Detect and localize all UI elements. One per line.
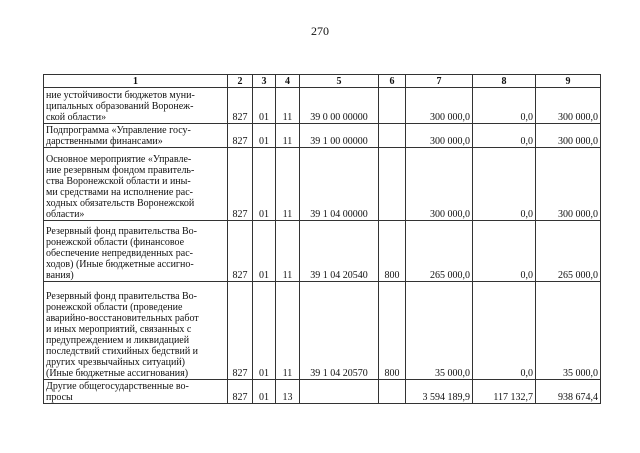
cell-amount-7: 35 000,0 — [406, 282, 473, 380]
column-header: 9 — [536, 75, 601, 88]
cell-subsection: 11 — [276, 124, 300, 148]
cell-ministry-code: 827 — [228, 124, 253, 148]
row-description: Подпрограмма «Управление госу- дарственными финансами» — [44, 124, 228, 148]
cell-subsection: 11 — [276, 221, 300, 282]
cell-amount-8: 0,0 — [473, 148, 536, 221]
page-number: 270 — [311, 24, 329, 38]
table-row — [44, 221, 601, 282]
table-row — [44, 124, 601, 148]
column-header: 8 — [473, 75, 536, 88]
cell-amount-8: 0,0 — [473, 282, 536, 380]
cell-amount-8: 117 132,7 — [473, 380, 536, 404]
row-description: Резервный фонд правительства Во- ронежской области (проведение аварийно-восстановительных работ и иных мероприятий, связанных с предупреждением и ликвидацией последствий стихийных бедствий и других чрезвычайных ситуаций) (Иные бюджетные ассигнования) — [44, 282, 228, 380]
column-header: 7 — [406, 75, 473, 88]
column-header: 2 — [228, 75, 253, 88]
cell-ministry-code: 827 — [228, 380, 253, 404]
table-row — [44, 88, 601, 124]
cell-section: 01 — [253, 148, 276, 221]
cell-subsection: 11 — [276, 88, 300, 124]
cell-amount-8: 0,0 — [473, 124, 536, 148]
cell-target-article: 39 0 00 00000 — [300, 88, 379, 124]
cell-section: 01 — [253, 221, 276, 282]
cell-section: 01 — [253, 380, 276, 404]
cell-amount-7: 3 594 189,9 — [406, 380, 473, 404]
cell-subsection: 11 — [276, 282, 300, 380]
cell-expense-type: 800 — [379, 282, 406, 380]
cell-expense-type — [379, 380, 406, 404]
table-row — [44, 282, 601, 380]
column-header: 3 — [253, 75, 276, 88]
column-header: 5 — [300, 75, 379, 88]
cell-expense-type — [379, 88, 406, 124]
cell-ministry-code: 827 — [228, 148, 253, 221]
cell-amount-9: 300 000,0 — [536, 124, 601, 148]
cell-ministry-code: 827 — [228, 282, 253, 380]
table-row — [44, 148, 601, 221]
cell-expense-type — [379, 148, 406, 221]
cell-target-article: 39 1 04 20540 — [300, 221, 379, 282]
cell-section: 01 — [253, 282, 276, 380]
budget-table — [43, 74, 601, 404]
cell-amount-8: 0,0 — [473, 88, 536, 124]
cell-amount-7: 300 000,0 — [406, 88, 473, 124]
cell-section: 01 — [253, 88, 276, 124]
row-description: Основное мероприятие «Управле- ние резервным фондом правитель- ства Воронежской области и ины- ми средствами на исполнение рас- ходных обязательств Воронежской области» — [44, 148, 228, 221]
cell-expense-type — [379, 124, 406, 148]
cell-subsection: 11 — [276, 148, 300, 221]
cell-amount-7: 300 000,0 — [406, 124, 473, 148]
cell-amount-9: 300 000,0 — [536, 88, 601, 124]
cell-ministry-code: 827 — [228, 221, 253, 282]
cell-subsection: 13 — [276, 380, 300, 404]
cell-target-article — [300, 380, 379, 404]
row-description: Другие общегосударственные во- просы — [44, 380, 228, 404]
cell-amount-7: 265 000,0 — [406, 221, 473, 282]
cell-section: 01 — [253, 124, 276, 148]
cell-amount-9: 35 000,0 — [536, 282, 601, 380]
cell-amount-8: 0,0 — [473, 221, 536, 282]
row-description: ние устойчивости бюджетов муни- ципальных образований Воронеж- ской области» — [44, 88, 228, 124]
cell-amount-9: 265 000,0 — [536, 221, 601, 282]
cell-target-article: 39 1 04 00000 — [300, 148, 379, 221]
cell-amount-7: 300 000,0 — [406, 148, 473, 221]
cell-amount-9: 938 674,4 — [536, 380, 601, 404]
column-header: 1 — [44, 75, 228, 88]
cell-target-article: 39 1 00 00000 — [300, 124, 379, 148]
cell-expense-type: 800 — [379, 221, 406, 282]
table-row — [44, 380, 601, 404]
cell-ministry-code: 827 — [228, 88, 253, 124]
row-description: Резервный фонд правительства Во- ронежской области (финансовое обеспечение непредвиденных рас- ходов) (Иные бюджетные ассигно- вания) — [44, 221, 228, 282]
cell-amount-9: 300 000,0 — [536, 148, 601, 221]
column-header: 6 — [379, 75, 406, 88]
table-header-row — [44, 75, 601, 88]
column-header: 4 — [276, 75, 300, 88]
cell-target-article: 39 1 04 20570 — [300, 282, 379, 380]
